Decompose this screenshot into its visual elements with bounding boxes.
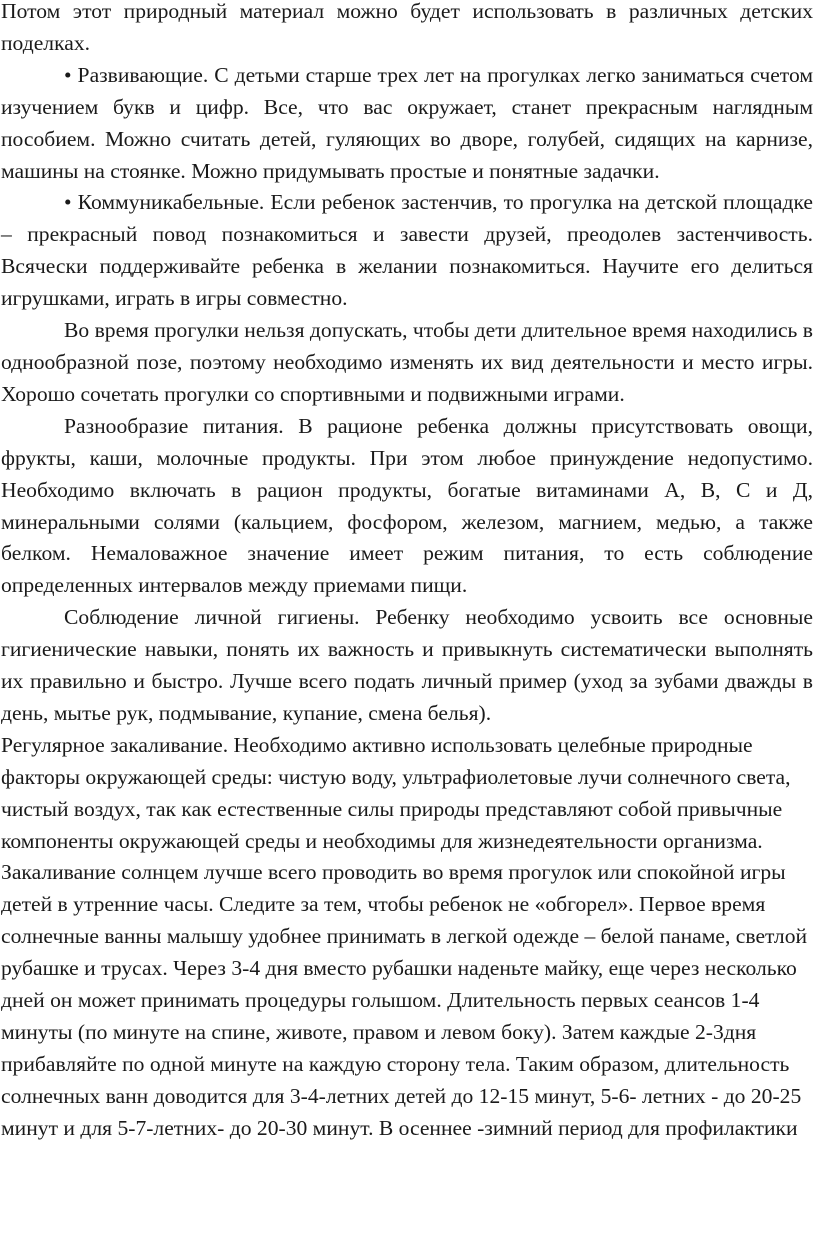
paragraph-developmental: • Развивающие. С детьми старше трех лет на прогулках легко заниматься счетом изучением букв и цифр. Все, что вас окружает, станет прекрасным наглядным пособием. Можно считать детей, гуляющих во дворе, голубей, сидящих на карнизе, машины на стоянке. Можно придумывать простые и понятные задачки. — [1, 62, 813, 183]
paragraph-nutrition: Разнообразие питания. В рационе ребенка должны присутствовать овощи, фрукты, каши, молочные продукты. При этом любое принуждение недопустимо. Необходимо включать в рацион продукты, богатые витаминами А, В, С и Д, минеральными солями (кальцием, фосфором, железом, магнием, медью, а также белком. Немаловажное значение имеет режим питания, то есть соблюдение определенных интервалов между приемами пищи. — [1, 413, 813, 598]
document-page — [1, 0, 813, 1145]
paragraph-hygiene: Соблюдение личной гигиены. Ребенку необходимо усвоить все основные гигиенические навыки, понять их важность и привыкнуть систематически выполнять их правильно и быстро. Лучше всего подать личный пример (уход за зубами дважды в день, мытье рук, подмывание, купание, смена белья). — [1, 605, 813, 725]
paragraph-walk-activity: Во время прогулки нельзя допускать, чтобы дети длительное время находились в однообразной позе, поэтому необходимо изменять их вид деятельности и место игры. Хорошо сочетать прогулки со спортивными и подвижными играми. — [1, 318, 813, 406]
paragraph-communicative: • Коммуникабельные. Если ребенок застенчив, то прогулка на детской площадке – прекрасный повод познакомиться и завести друзей, преодолев застенчивость. Всячески поддерживайте ребенка в желании познакомиться. Научите его делиться игрушками, играть в игры совместно. — [1, 190, 813, 311]
paragraph-hardening: Регулярное закаливание. Необходимо активно использовать целебные природные факторы окружающей среды: чистую воду, ультрафиолетовые лучи солнечного света, чистый воздух, так как естественные силы природы представляют собой привычные компоненты окружающей среды и необходимы для жизнедеятельности организма. Закаливание солнцем лучше всего проводить во время прогулок или спокойной игры детей в утренние часы. Следите за тем, чтобы ребенок не «обгорел». Первое время солнечные ванны малышу удобнее принимать в легкой одежде – белой панаме, светлой рубашке и трусах. Через 3-4 дня вместо рубашки наденьте майку, еще через несколько дней он может принимать процедуры голышом. Длительность первых сеансов 1-4 минуты (по минуте на спине, животе, правом и левом боку). Затем каждые 2-3дня прибавляйте по одной минуте на каждую сторону тела. Таким образом, длительность солнечных ванн доводится для 3-4-летних детей до 12-15 минут, 5-6- летних - до 20-25 минут и для 5-7-летних- до 20-30 минут. В осеннее -зимний период для профилактики — [1, 732, 808, 1140]
paragraph-natural-material: Потом этот природный материал можно будет использовать в различных детских поделках. — [1, 0, 813, 55]
